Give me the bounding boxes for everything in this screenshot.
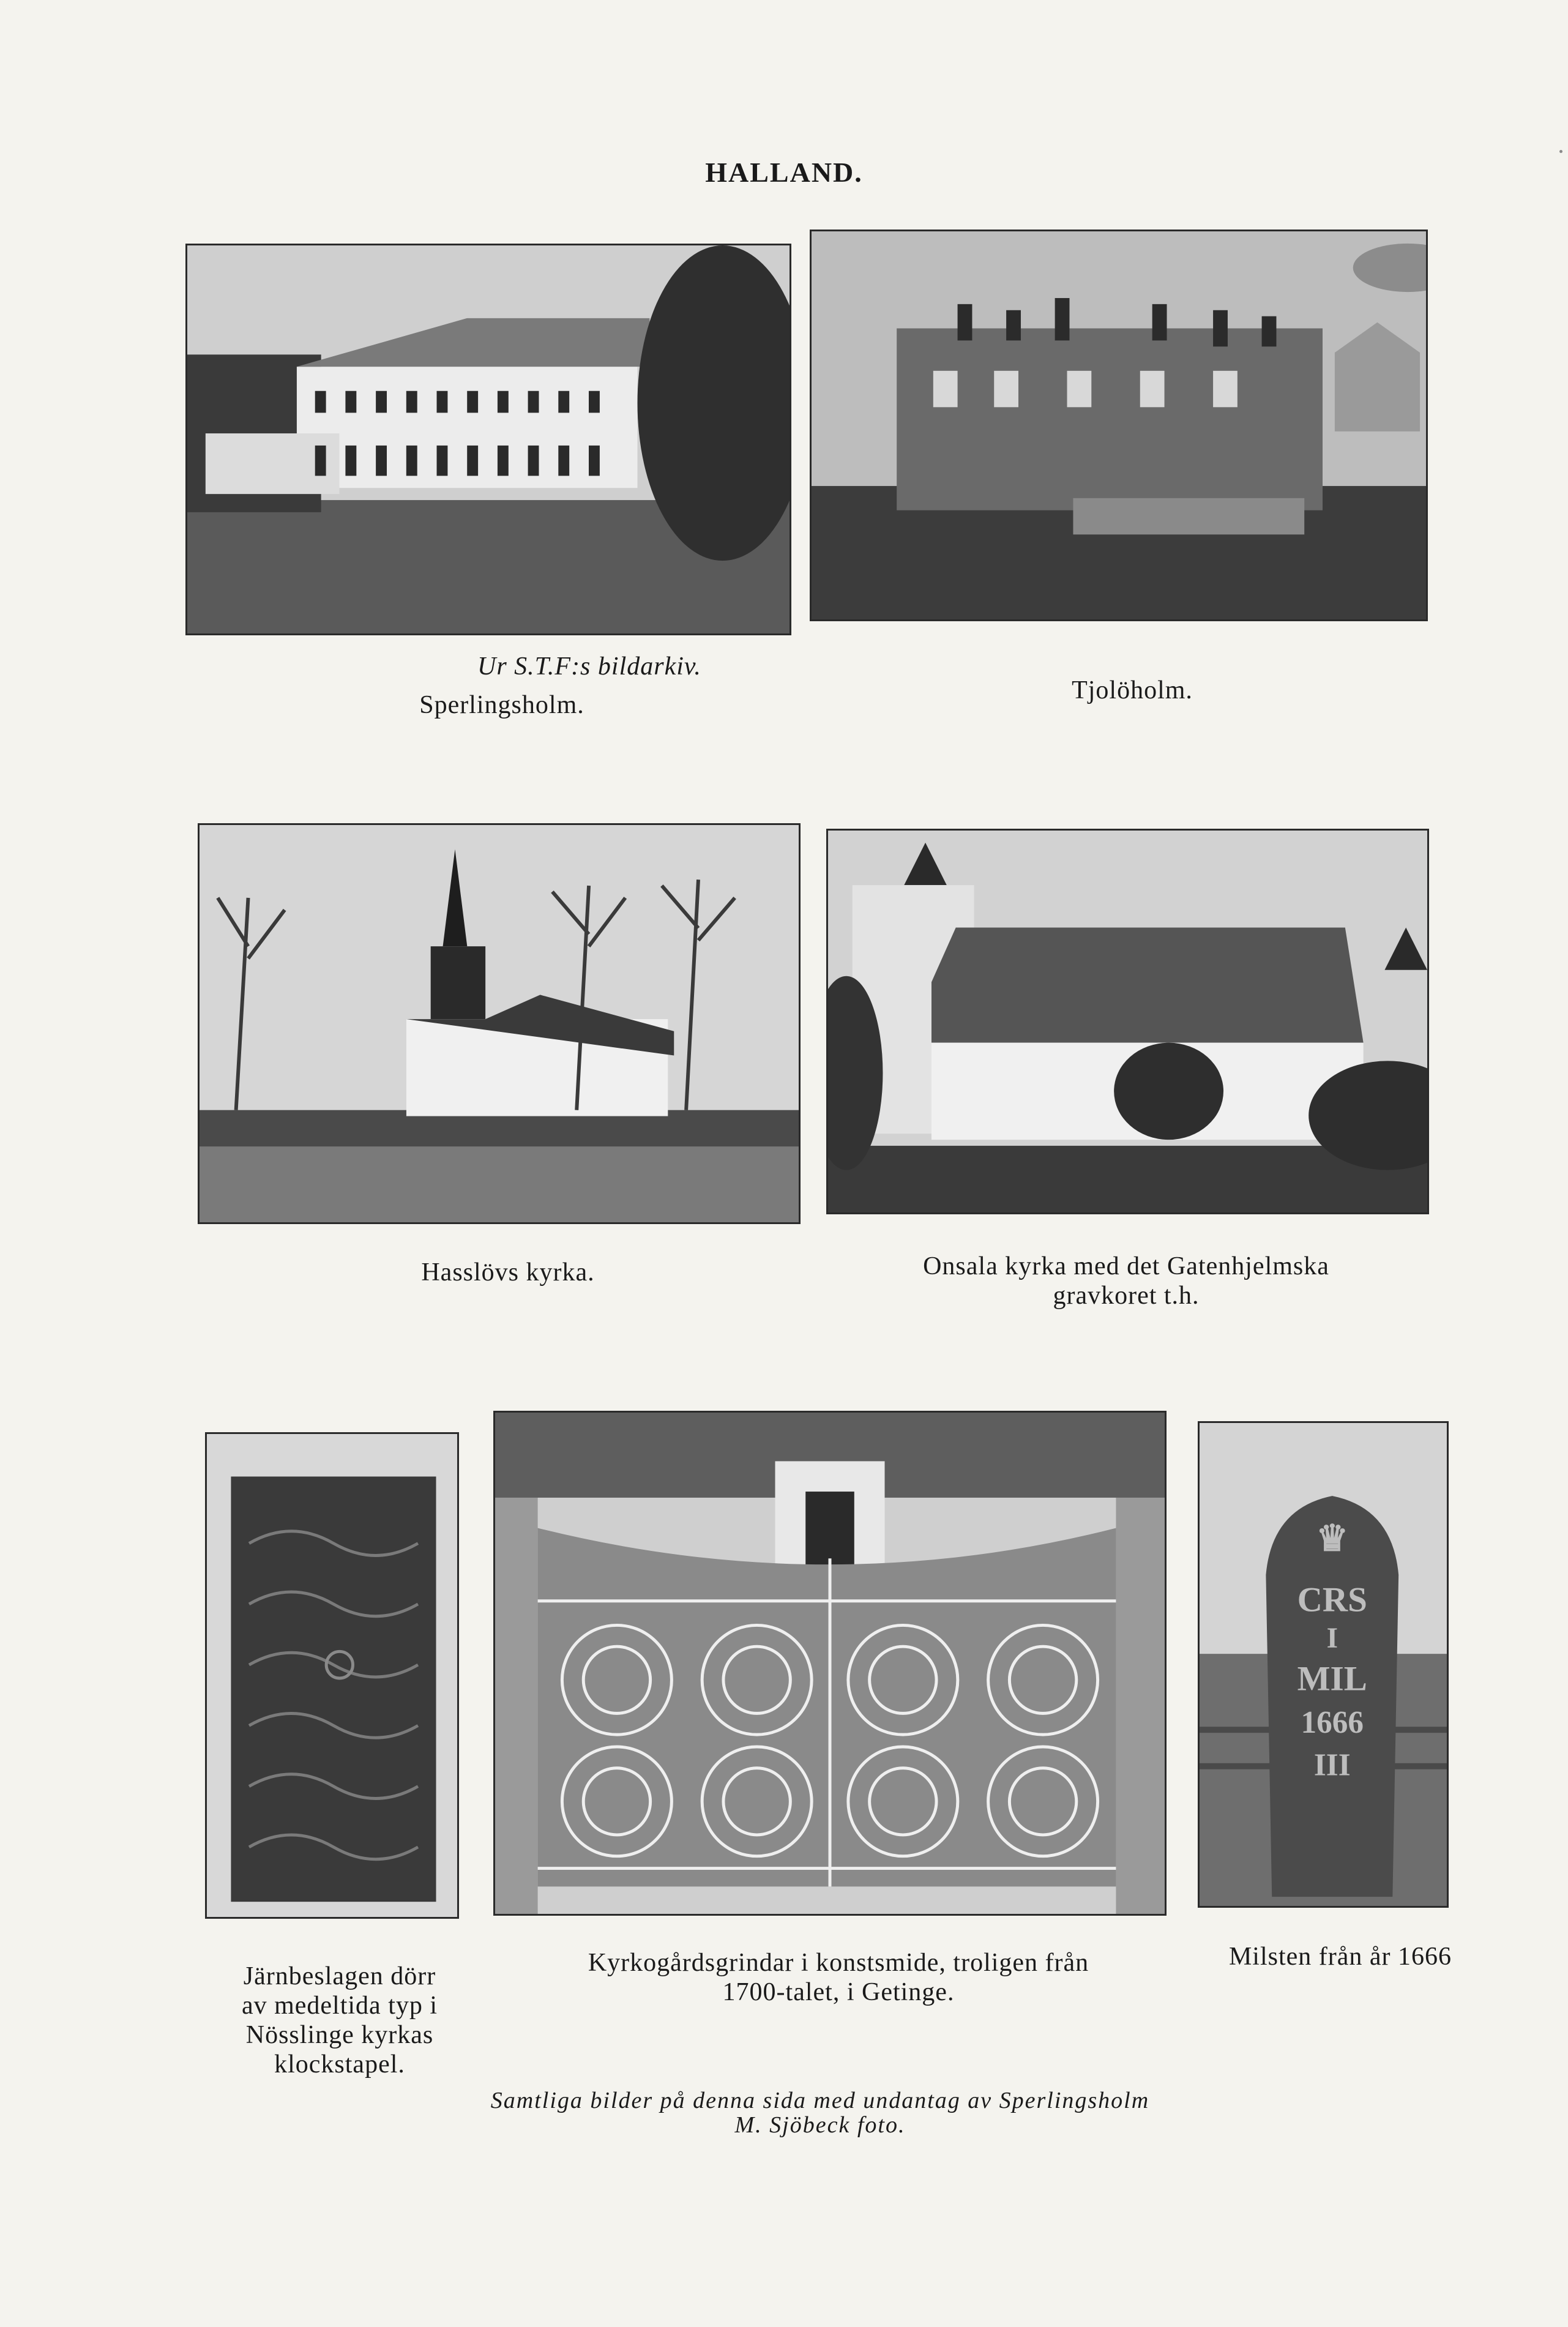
crown-icon: ♛ xyxy=(1316,1518,1349,1559)
caption-gates-line2: 1700-talet, i Getinge. xyxy=(722,1978,955,2006)
caption-gates-line1: Kyrkogårdsgrindar i konstsmide, troligen från xyxy=(588,1949,1089,1977)
caption-tjoloholm: Tjolöholm. xyxy=(1072,676,1193,704)
photo-milestone xyxy=(1198,1421,1449,1908)
caption-sperlingsholm: Sperlingsholm. xyxy=(419,691,584,719)
caption-hasslovs-kyrka: Hasslövs kyrka. xyxy=(421,1258,595,1287)
page-heading: HALLAND. xyxy=(705,157,863,188)
stone-text-i: I xyxy=(1326,1623,1338,1655)
caption-door-line2: av medeltida typ i xyxy=(241,1992,438,2020)
credit-sperlingsholm: Ur S.T.F:s bildarkiv. xyxy=(477,652,701,681)
caption-onsala-line1: Onsala kyrka med det Gatenhjelmska xyxy=(923,1252,1329,1280)
photo-sperlingsholm xyxy=(185,244,791,635)
photo-churchyard-gates xyxy=(493,1411,1167,1916)
footer-credit-line1: Samtliga bilder på denna sida med undantag av Sperlingsholm xyxy=(490,2088,1150,2113)
stone-text-iii: III xyxy=(1313,1747,1351,1783)
caption-onsala-line2: gravkoret t.h. xyxy=(1053,1282,1200,1310)
photo-tjoloholm xyxy=(810,230,1428,621)
caption-door-line3: Nösslinge kyrkas xyxy=(245,2021,434,2049)
footer-credit-line2: M. Sjöbeck foto. xyxy=(734,2112,906,2138)
caption-door-line1: Järnbeslagen dörr xyxy=(243,1962,436,1990)
photo-onsala-kyrka xyxy=(826,829,1429,1214)
photo-iron-door xyxy=(205,1432,459,1919)
stone-text-mil: MIL xyxy=(1297,1659,1367,1698)
speck xyxy=(1559,150,1562,153)
stone-text-year: 1666 xyxy=(1301,1705,1364,1741)
photo-hasslovs-kyrka xyxy=(198,823,801,1224)
caption-door-line4: klockstapel. xyxy=(274,2050,405,2079)
caption-milestone: Milsten från år 1666 xyxy=(1228,1943,1452,1971)
stone-text-crs: CRS xyxy=(1297,1580,1367,1619)
